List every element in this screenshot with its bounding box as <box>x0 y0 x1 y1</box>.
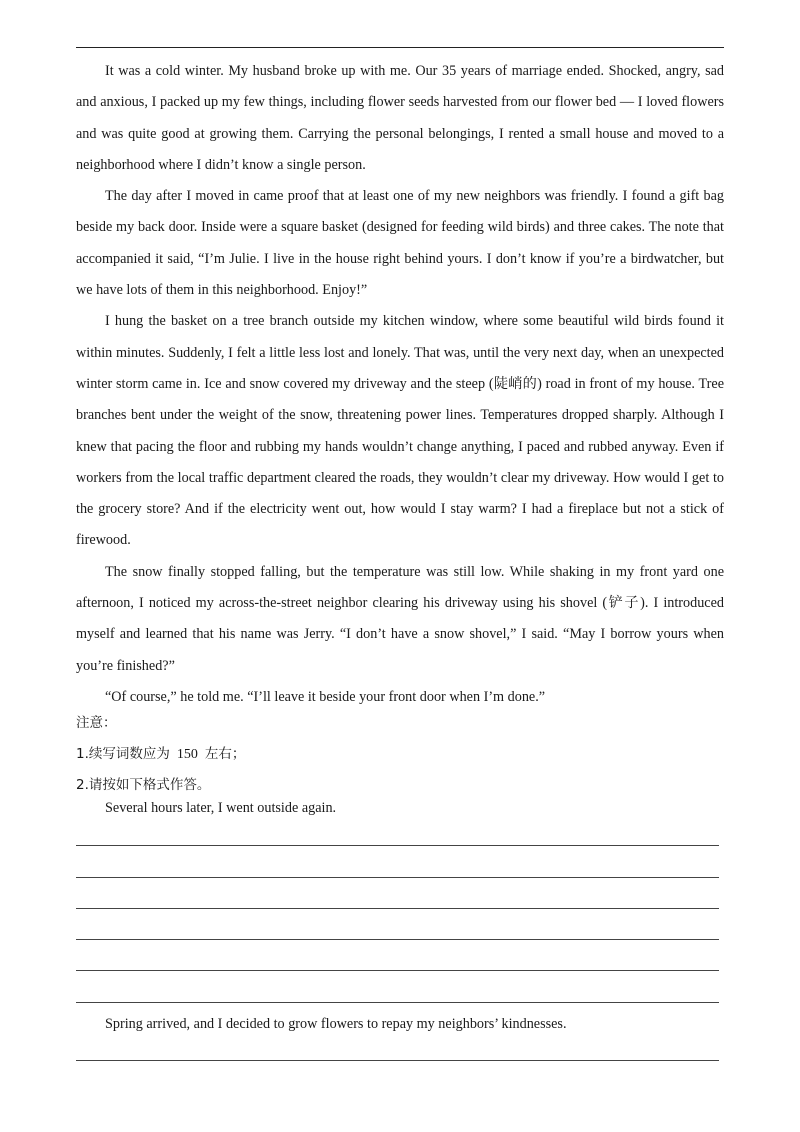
continuation-prompt-2: Spring arrived, and I decided to grow flowers to repay my neighbors’ kindnesses. <box>105 1016 567 1032</box>
answer-line[interactable] <box>76 1002 719 1003</box>
instruction-rule-2: 2.请按如下格式作答。 <box>76 777 211 793</box>
answer-line[interactable] <box>76 845 719 846</box>
story-text <box>76 56 724 713</box>
story-paragraph-4: The snow finally stopped falling, but the temperature was still low. While shaking in my front yard one afternoon, I noticed my across-the-street neighbor clearing his driveway using his shovel (铲子). I introduced myself and learned that his name was Jerry. “I don’t have a snow shovel,” I said. “May I borrow yours when you’re finished?” <box>76 563 724 674</box>
answer-line[interactable] <box>76 1060 719 1061</box>
rule-1-prefix: 1.续写词数应为 <box>76 746 170 762</box>
answer-line[interactable] <box>76 939 719 940</box>
instruction-rule-1 <box>76 739 724 770</box>
story-paragraph-5: “Of course,” he told me. “I’ll leave it beside your front door when I’m done.” <box>105 688 546 705</box>
answer-line[interactable] <box>76 970 719 971</box>
answer-line[interactable] <box>76 877 719 878</box>
continuation-prompt-1: Several hours later, I went outside again. <box>105 800 337 816</box>
rule-1-suffix: 左右； <box>204 746 246 762</box>
instructions <box>76 708 724 801</box>
answer-line[interactable] <box>76 908 719 909</box>
story-paragraph-1: It was a cold winter. My husband broke up with me. Our 35 years of marriage ended. Shocked, angry, sad and anxious, I packed up my few things, including flower seeds harvested from our flower bed — I loved flowers and was quite good at growing them. Carrying the personal belongings, I rented a small house and moved to a neighborhood where I didn’t know a single person. <box>76 63 724 173</box>
rule-1-number: 150 <box>176 747 198 762</box>
instructions-heading: 注意： <box>76 715 117 731</box>
story-paragraph-3: I hung the basket on a tree branch outside my kitchen window, where some beautiful wild birds found it within minutes. Suddenly, I felt a little less lost and lonely. That was, until the very next day, when an unexpected winter storm came in. Ice and snow covered my driveway and the steep (陡峭的) road in front of my house. Tree branches bent under the weight of the snow, threatening power lines. Temperatures dropped sharply. Although I knew that pacing the floor and rubbing my hands wouldn’t change anything, I paced and rubbed anyway. Even if workers from the local traffic department cleared the roads, they wouldn’t clear my driveway. How would I get to the grocery store? And if the electricity went out, how would I stay warm? I had a fireplace but not a stick of firewood. <box>76 313 724 549</box>
story-paragraph-2: The day after I moved in came proof that at least one of my new neighbors was friendly. I found a gift bag beside my back door. Inside were a square basket (designed for feeding wild birds) and three cakes. The note that accompanied it said, “I’m Julie. I live in the house right behind yours. I don’t know if you’re a birdwatcher, but we have lots of them in this neighborhood. Enjoy!” <box>76 188 724 299</box>
header-rule <box>76 47 724 48</box>
